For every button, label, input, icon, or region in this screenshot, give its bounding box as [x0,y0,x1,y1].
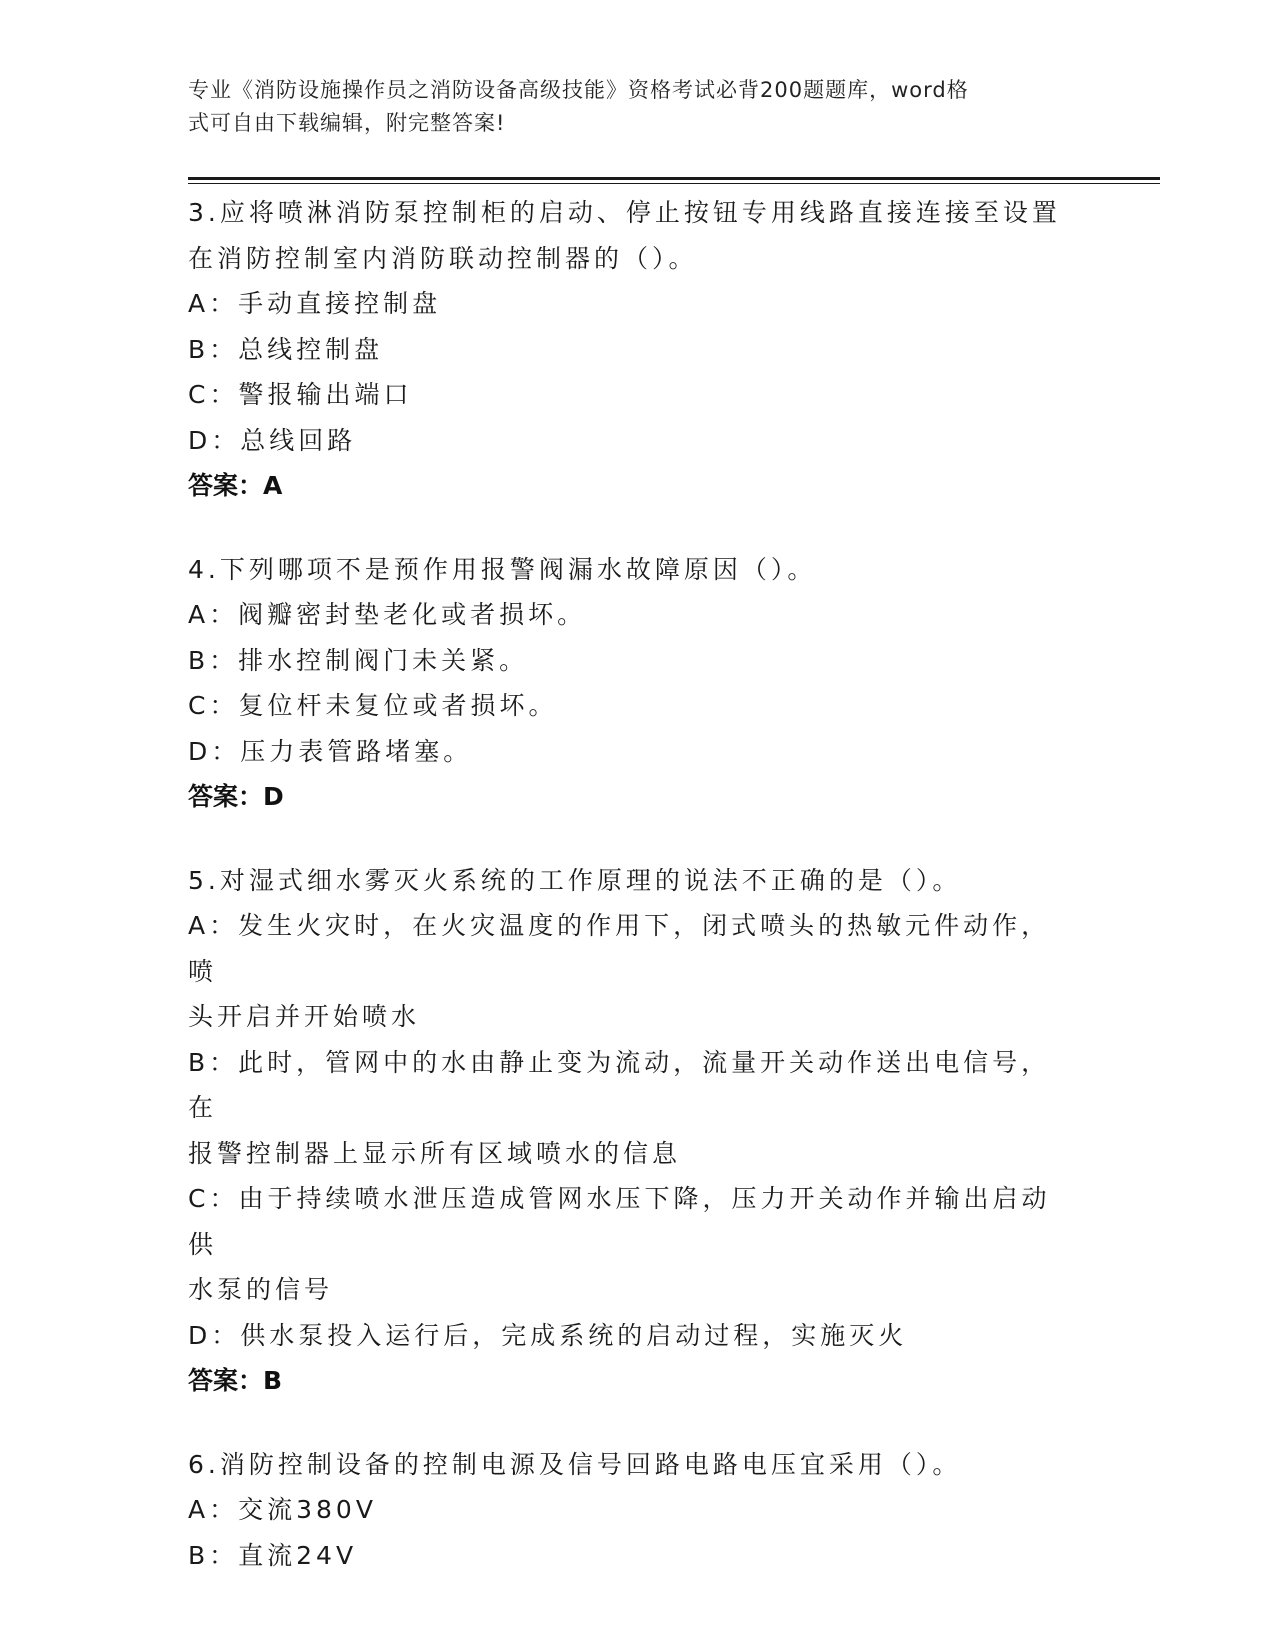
option-b-continued: 报警控制器上显示所有区域喷水的信息 [188,1138,682,1168]
header-line-1: 专业《消防设施操作员之消防设备高级技能》资格考试必背200题题库，word格 [188,78,969,102]
answer-line: 答案：B [188,1366,283,1395]
option-a: A：阀瓣密封垫老化或者损坏。 [188,600,587,629]
question-5 [188,858,1078,1404]
option-b: B：此时，管网中的水由静止变为流动，流量开关动作送出电信号，在 [188,1047,1051,1122]
option-c: C：由于持续喷水泄压造成管网水压下降，压力开关动作并输出启动供 [188,1184,1051,1259]
option-b: B：排水控制阀门未关紧。 [188,645,529,675]
option-b: B：总线控制盘 [188,334,384,364]
question-3 [188,190,1078,509]
option-a: A：交流380V [188,1495,377,1524]
answer-line: 答案：D [188,782,284,811]
option-b: B：直流24V [188,1540,358,1570]
question-stem: 4.下列哪项不是预作用报警阀漏水故障原因（）。 [188,554,817,584]
document-header [188,74,1068,140]
question-list [188,190,1078,1616]
option-a: A：发生火灾时，在火灾温度的作用下，闭式喷头的热敏元件动作，喷 [188,911,1051,986]
option-c: C：复位杆未复位或者损坏。 [188,691,558,720]
question-stem: 6.消防控制设备的控制电源及信号回路电路电压宜采用（）。 [188,1449,962,1479]
option-c: C：警报输出端口 [188,380,413,409]
option-d: D：供水泵投入运行后，完成系统的启动过程，实施灭火 [188,1320,908,1350]
question-stem: 5.对湿式细水雾灭火系统的工作原理的说法不正确的是（）。 [188,865,962,895]
header-line-2: 式可自由下载编辑，附完整答案! [188,111,506,135]
option-d: D：总线回路 [188,425,357,455]
option-d: D：压力表管路堵塞。 [188,736,473,766]
answer-line: 答案：A [188,471,283,500]
option-c-continued: 水泵的信号 [188,1275,334,1304]
header-divider-thick [188,177,1160,180]
question-4 [188,547,1078,820]
option-a: A：手动直接控制盘 [188,289,442,318]
question-stem-continued: 在消防控制室内消防联动控制器的（）。 [188,243,698,273]
question-stem: 3.应将喷淋消防泵控制柜的启动、停止按钮专用线路直接连接至设置 [188,198,1061,227]
option-a-continued: 头开启并开始喷水 [188,1002,421,1031]
header-divider-thin [188,183,1160,184]
question-6 [188,1442,1078,1579]
